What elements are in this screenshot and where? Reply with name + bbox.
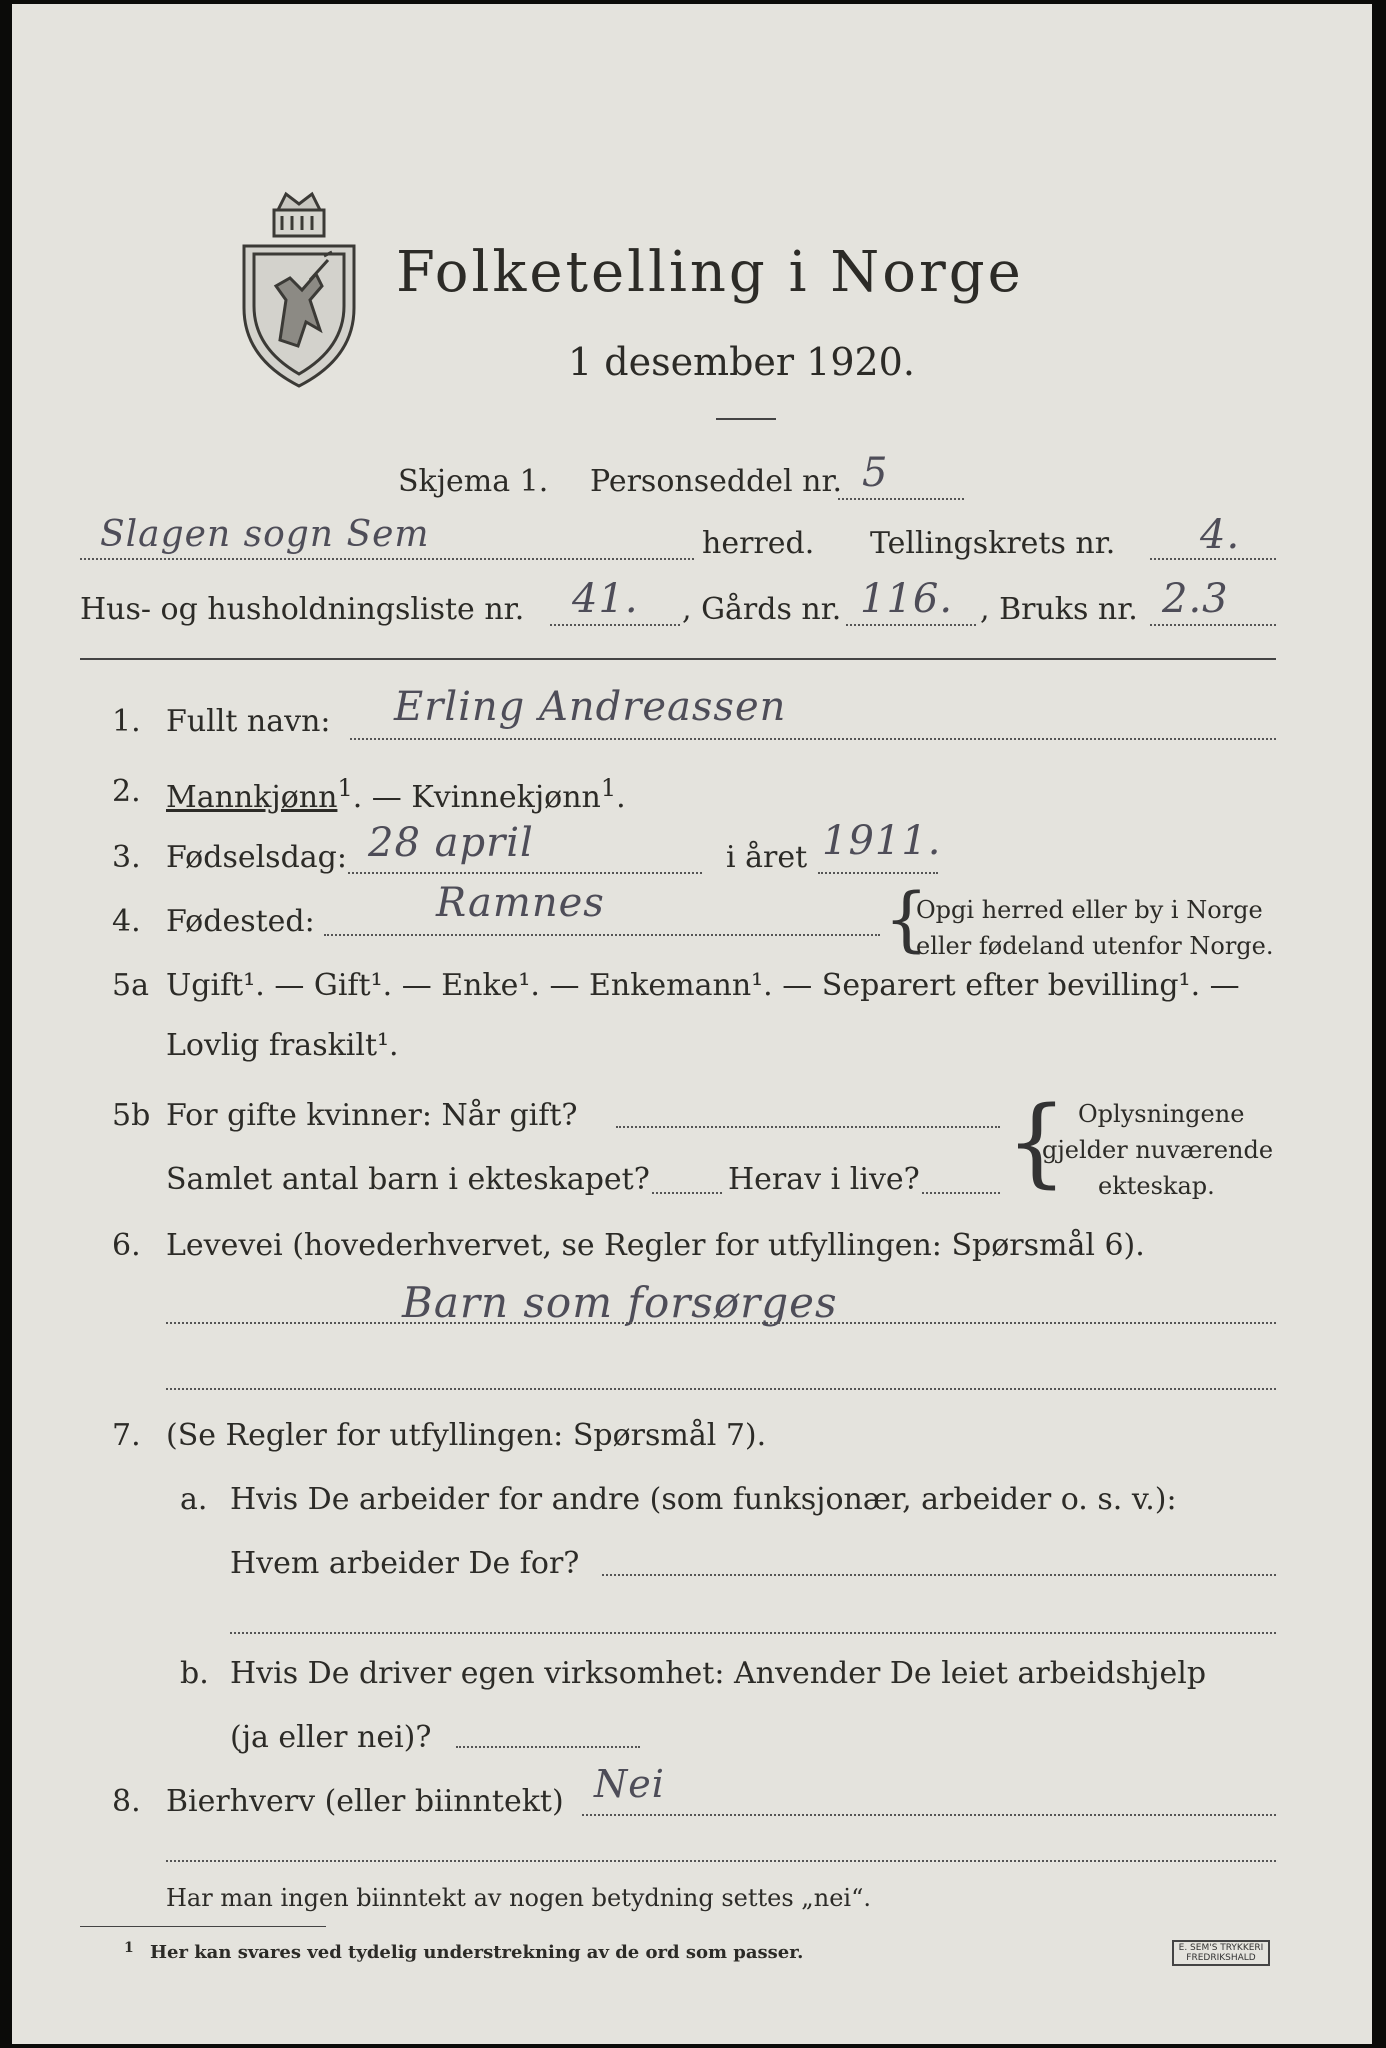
herred-value[interactable]: Slagen sogn Sem <box>100 514 430 555</box>
q5b-when-married-label: For gifte kvinner: Når gift? <box>166 1098 578 1133</box>
q2-number: 2. <box>112 774 141 809</box>
q7a-number: a. <box>180 1482 208 1517</box>
q5b-brace: { <box>1006 1086 1068 1198</box>
birthday-value[interactable]: 28 april <box>368 820 534 866</box>
birthday-line <box>348 872 702 874</box>
q5b-note-1: Oplysningene <box>1078 1100 1245 1128</box>
q7a-text: Hvis De arbeider for andre (som funksjonær, arbeider o. s. v.): <box>230 1482 1177 1517</box>
hus-line <box>550 624 680 626</box>
birth-year-line <box>818 872 938 874</box>
tellingskrets-label: Tellingskrets nr. <box>870 526 1116 561</box>
census-form-page <box>12 4 1372 2044</box>
q4-label: Fødested: <box>166 904 315 939</box>
q5a-number: 5a <box>112 968 149 1003</box>
occupation-line-2 <box>166 1388 1276 1390</box>
q4-number: 4. <box>112 904 141 939</box>
header-separator <box>80 658 1276 660</box>
q7a-question: Hvem arbeider De for? <box>230 1546 580 1581</box>
children-line <box>652 1192 722 1194</box>
q5b-alive-label: Herav i live? <box>728 1162 920 1197</box>
gards-value[interactable]: 116. <box>860 576 954 622</box>
year-label: i året <box>726 840 808 875</box>
q5b-note-2: gjelder nuværende <box>1042 1136 1274 1164</box>
hus-value[interactable]: 41. <box>572 576 639 622</box>
personseddel-value[interactable]: 5 <box>862 450 889 496</box>
employer-line-2[interactable] <box>230 1632 1276 1634</box>
marital-options[interactable]: Ugift¹. — Gift¹. — Enke¹. — Enkemann¹. — Separert efter bevilling¹. — <box>166 968 1240 1003</box>
q7-number: 7. <box>112 1418 141 1453</box>
birthplace-value[interactable]: Ramnes <box>436 880 605 926</box>
q3-number: 3. <box>112 840 141 875</box>
norway-coat-of-arms-icon <box>240 190 358 390</box>
herred-label: herred. <box>702 526 815 561</box>
q5b-children-label: Samlet antal barn i ekteskapet? <box>166 1162 650 1197</box>
q7-label: (Se Regler for utfyllingen: Spørsmål 7). <box>166 1418 767 1453</box>
q1-line <box>350 738 1276 740</box>
footnote-text: Her kan svares ved tydelig understrekning av de ord som passer. <box>150 1942 804 1963</box>
q7b-text: Hvis De driver egen virksomhet: Anvender De leiet arbeidshjelp <box>230 1656 1207 1691</box>
q8-number: 8. <box>112 1784 141 1819</box>
side-income-line-1 <box>582 1814 1276 1816</box>
q4-brace: { <box>884 878 929 960</box>
bruks-line <box>1150 624 1276 626</box>
q7b-number: b. <box>180 1656 209 1691</box>
birthplace-line <box>324 934 880 936</box>
census-date: 1 desember 1920. <box>568 340 915 384</box>
q1-number: 1. <box>112 704 141 739</box>
full-name-value[interactable]: Erling Andreassen <box>394 684 787 730</box>
gender-male-option[interactable]: Mannkjønn <box>166 780 338 815</box>
herred-line <box>80 558 694 560</box>
q6-number: 6. <box>112 1228 141 1263</box>
tellingskrets-value[interactable]: 4. <box>1200 512 1241 558</box>
occupation-value[interactable]: Barn som forsørges <box>402 1278 838 1327</box>
schema-label: Skjema 1. <box>398 464 549 499</box>
gards-label: , Gårds nr. <box>682 592 842 627</box>
marital-options-2[interactable]: Lovlig fraskilt¹. <box>166 1028 399 1063</box>
printer-stamp: E. SEM'S TRYKKERI FREDRIKSHALD <box>1172 1940 1270 1966</box>
bruks-label: , Bruks nr. <box>980 592 1138 627</box>
side-income-line-2 <box>166 1860 1276 1862</box>
q1-label: Fullt navn: <box>166 704 331 739</box>
q6-label: Levevei (hovederhvervet, se Regler for utfyllingen: Spørsmål 6). <box>166 1228 1145 1263</box>
q7b-question: (ja eller nei)? <box>230 1720 432 1755</box>
q8-label: Bierhverv (eller biinntekt) <box>166 1784 564 1819</box>
hired-help-line[interactable] <box>456 1746 640 1748</box>
birth-year-value[interactable]: 1911. <box>822 818 942 864</box>
q5b-note-3: ekteskap. <box>1098 1172 1215 1200</box>
bruks-value[interactable]: 2.3 <box>1162 576 1229 622</box>
gards-line <box>846 624 976 626</box>
employer-line-1[interactable] <box>602 1574 1276 1576</box>
personseddel-line <box>838 498 964 500</box>
form-title: Folketelling i Norge <box>396 240 1024 305</box>
nei-note: Har man ingen biinntekt av nogen betydning settes „nei“. <box>166 1884 871 1912</box>
occupation-line-1 <box>166 1322 1276 1324</box>
gender-options: Mannkjønn$^1$. — Kvinnekjønn$^1$. <box>166 774 626 815</box>
footnote-separator <box>80 1926 326 1927</box>
personseddel-label: Personseddel nr. <box>590 464 843 499</box>
tellingskrets-line <box>1150 558 1276 560</box>
q4-note-1: Opgi herred eller by i Norge <box>916 896 1263 924</box>
footnote-mark: 1 <box>124 1940 134 1956</box>
when-married-line <box>616 1126 1000 1128</box>
q4-note-2: eller fødeland utenfor Norge. <box>916 932 1274 960</box>
alive-line <box>922 1192 1000 1194</box>
gender-female-option[interactable]: Kvinnekjønn <box>411 780 601 815</box>
hus-label: Hus- og husholdningsliste nr. <box>80 592 525 627</box>
q5b-number: 5b <box>112 1098 151 1133</box>
side-income-value[interactable]: Nei <box>594 1762 665 1806</box>
title-divider <box>716 418 776 420</box>
q3-label: Fødselsdag: <box>166 840 347 875</box>
